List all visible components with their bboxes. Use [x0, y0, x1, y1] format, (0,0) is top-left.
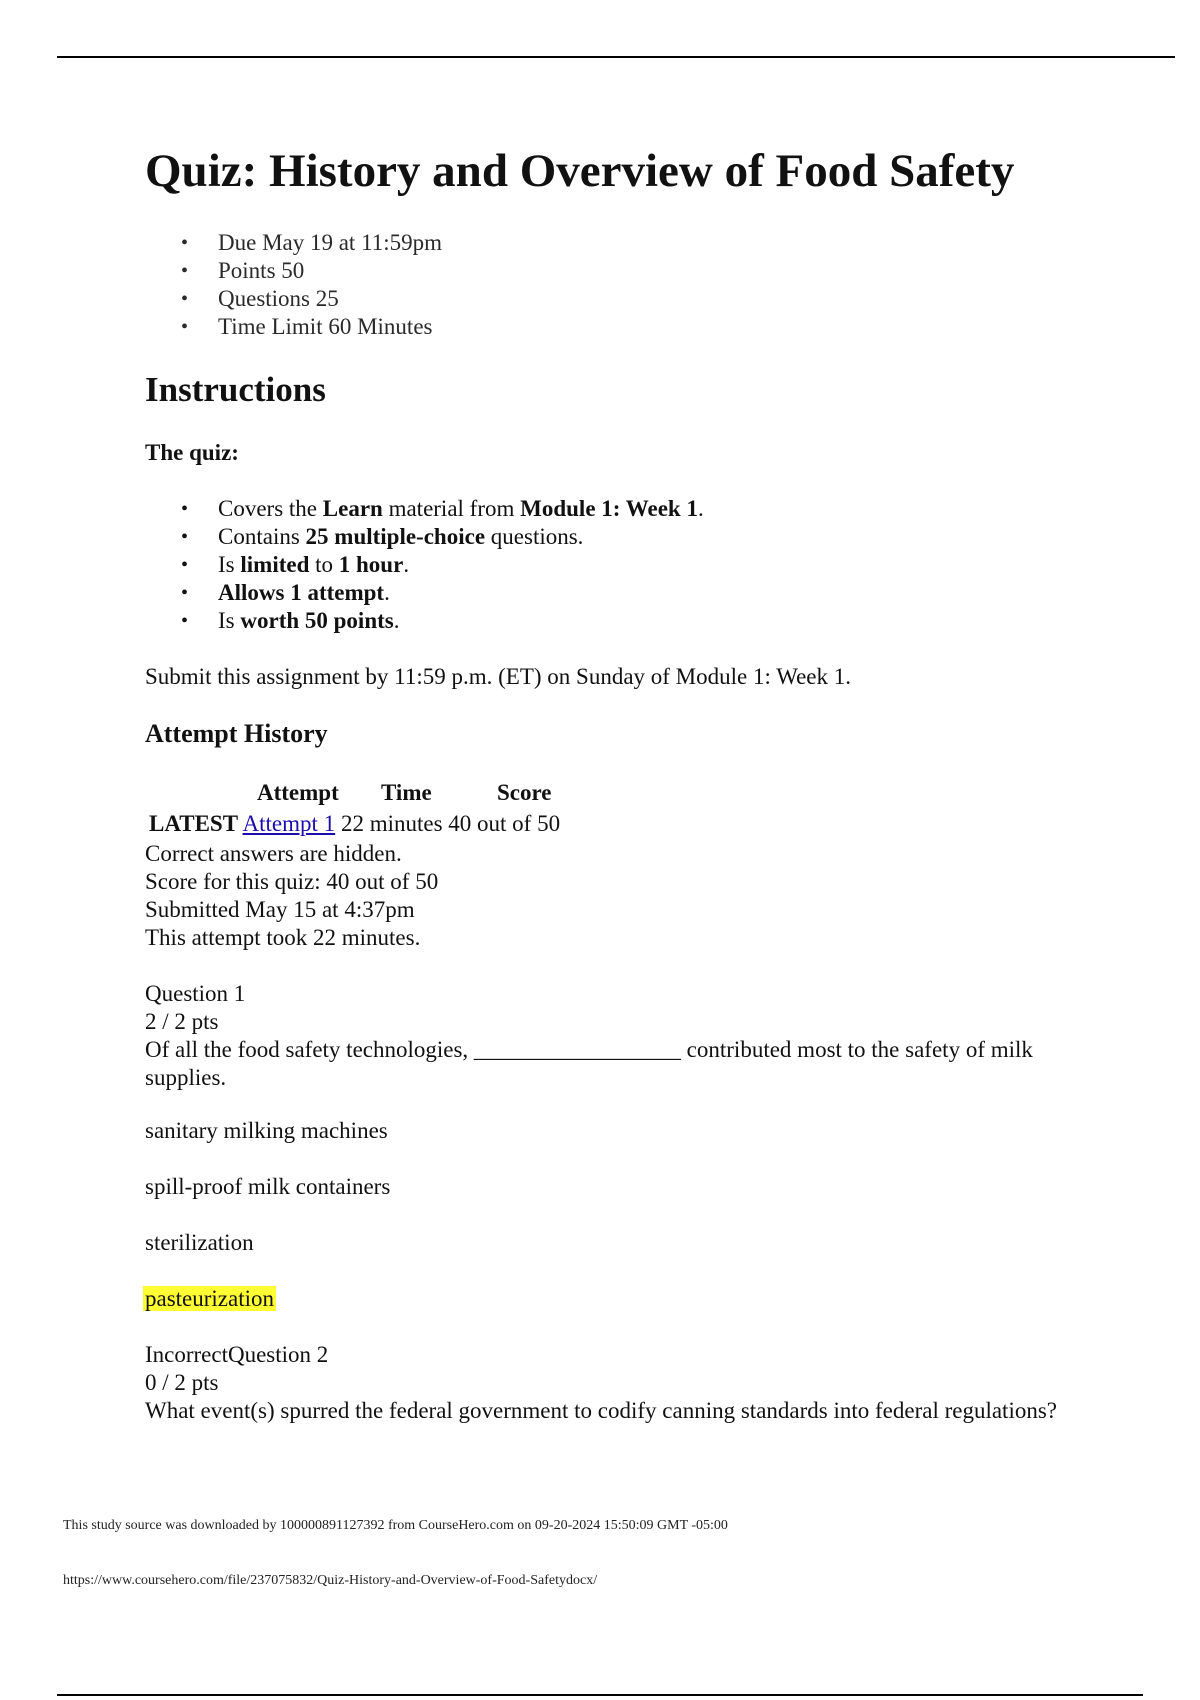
instruction-text: questions.	[485, 524, 584, 549]
instruction-emphasis: worth 50 points	[240, 608, 394, 633]
meta-questions: • Questions 25	[145, 285, 442, 313]
meta-points: • Points 50	[145, 257, 442, 285]
instruction-item	[145, 523, 704, 551]
attempt-link[interactable]: Attempt 1	[242, 811, 336, 836]
quiz-score-text: Score for this quiz: 40 out of 50	[145, 869, 439, 894]
instructions-heading: Instructions	[145, 370, 326, 409]
instructions-list	[145, 495, 704, 635]
column-attempt: Attempt	[257, 780, 339, 805]
column-score: Score	[497, 780, 552, 805]
answer-option[interactable]: sterilization	[145, 1230, 254, 1255]
instruction-text: .	[393, 608, 400, 633]
meta-due: • Due May 19 at 11:59pm	[145, 229, 442, 257]
question-title: Question 1	[145, 981, 246, 1006]
question-title: IncorrectQuestion 2	[145, 1342, 329, 1367]
question-points: 2 / 2 pts	[145, 1009, 219, 1034]
meta-time-limit: • Time Limit 60 Minutes	[145, 313, 442, 341]
instruction-item	[145, 607, 704, 635]
answers-hidden-note: Correct answers are hidden.	[145, 841, 402, 866]
instruction-emphasis: limited	[240, 552, 310, 577]
instruction-text: Covers the	[218, 496, 323, 521]
instruction-text: .	[384, 580, 390, 605]
instruction-text: Contains	[218, 524, 306, 549]
submitted-text: Submitted May 15 at 4:37pm	[145, 897, 415, 922]
question-points: 0 / 2 pts	[145, 1370, 219, 1395]
top-rule	[57, 56, 1175, 58]
instruction-text: Is	[218, 608, 241, 633]
page-title: Quiz: History and Overview of Food Safety	[145, 145, 1015, 197]
question-1	[145, 980, 1085, 1092]
attempt-score: 40 out of 50	[448, 811, 561, 836]
highlighted-answer: pasteurization	[145, 1286, 275, 1311]
instruction-emphasis: 25 multiple-choice	[305, 524, 486, 549]
answer-option[interactable]: sanitary milking machines	[145, 1118, 388, 1143]
instruction-emphasis: Module 1: Week 1	[520, 496, 698, 521]
instruction-item	[145, 551, 704, 579]
download-notice: This study source was downloaded by 100000891127392 from CourseHero.com on 09-20-2024 15:50:09 GMT -05:00	[63, 1518, 728, 1533]
instruction-emphasis: Learn	[322, 496, 383, 521]
source-url: https://www.coursehero.com/file/237075832/Quiz-History-and-Overview-of-Food-Safetydocx/	[63, 1573, 598, 1588]
instructions-lead: The quiz:	[145, 440, 239, 465]
instruction-text: material from	[382, 496, 521, 521]
attempt-details	[145, 840, 438, 952]
question-2	[145, 1341, 1085, 1425]
submit-deadline-text: Submit this assignment by 11:59 p.m. (ET) on Sunday of Module 1: Week 1.	[145, 664, 851, 689]
instruction-emphasis: Allows 1 attempt	[218, 580, 385, 605]
attempt-time: 22 minutes	[340, 811, 443, 836]
instruction-text: .	[403, 552, 410, 577]
answer-option[interactable]: spill-proof milk containers	[145, 1174, 391, 1199]
attempt-row	[149, 811, 560, 837]
bottom-rule	[57, 1694, 1143, 1696]
latest-tag: LATEST	[149, 811, 239, 836]
instruction-item	[145, 495, 704, 523]
column-time: Time	[381, 780, 432, 805]
instruction-text: to	[309, 552, 339, 577]
answer-option-selected[interactable]	[143, 1286, 276, 1312]
question-text: Of all the food safety technologies, __________________ contributed most to the safety of milk supplies.	[145, 1037, 1033, 1090]
quiz-meta-list	[145, 229, 442, 341]
attempt-history-heading: Attempt History	[145, 719, 328, 748]
question-text: What event(s) spurred the federal government to codify canning standards into federal regulations?	[145, 1398, 1057, 1423]
duration-text: This attempt took 22 minutes.	[145, 925, 421, 950]
instruction-text: .	[697, 496, 704, 521]
instruction-emphasis: 1 hour	[338, 552, 404, 577]
instruction-item	[145, 579, 704, 607]
instruction-text: Is	[218, 552, 241, 577]
